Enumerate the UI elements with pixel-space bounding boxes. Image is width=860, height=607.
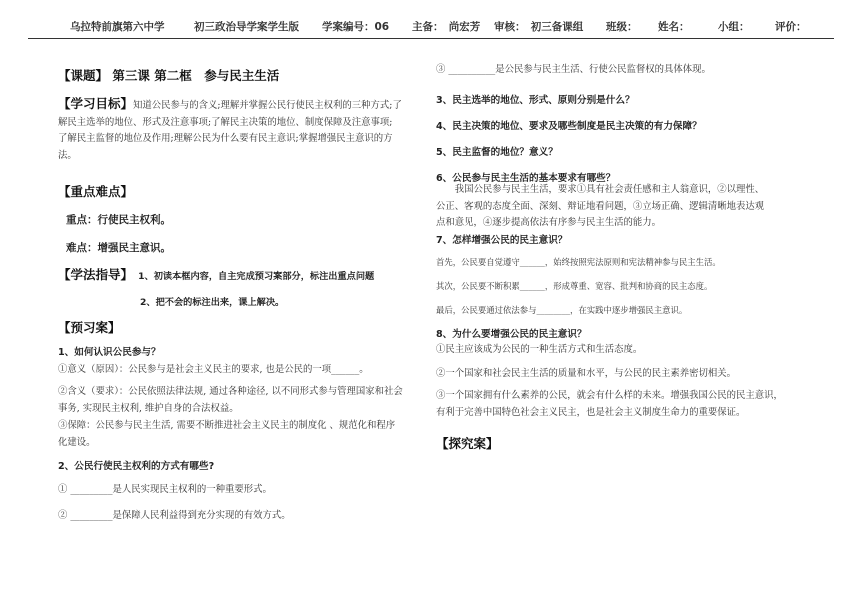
goals-line-4: 法。	[58, 149, 77, 161]
group-field-label: 小组：	[718, 21, 750, 33]
q2-answer-a: ① _________是人民实现民主权利的一种重要形式。	[58, 484, 272, 495]
q1-guarantee-line-1: ③保障：公民参与民主生活, 需要不断推进社会主义民主的制度化 、规范化和程序	[58, 420, 396, 431]
question-8: 8、为什么要增强公民的民主意识？	[436, 329, 587, 340]
method-heading: 【学法指导】	[58, 267, 134, 282]
goals-line-2: 解民主选举的地位、形式及注意事项;了解民主决策的地位、制度保障及注意事项;	[58, 116, 393, 128]
goals-line-1: 知道公民参与的含义;理解并掌握公民行使民主权利的三种方式;了	[133, 100, 402, 111]
question-4: 4、民主决策的地位、要求及哪些制度是民主决策的有力保障？	[436, 121, 702, 132]
score-field-label: 评价：	[775, 21, 807, 33]
question-5: 5、民主监督的地位？意义？	[436, 147, 558, 158]
q1-meaning: ①意义（原因）：公民参与是社会主义民主的要求, 也是公民的一项______。	[58, 364, 369, 375]
q8-answer-c	[436, 388, 783, 421]
learning-goals	[58, 96, 424, 164]
method-step-2: 2、把不会的标注出来，课上解决。	[140, 297, 285, 308]
name-field-label: 姓名：	[658, 21, 690, 33]
preview-heading: 【预习案】	[58, 320, 121, 335]
q8-answer-a: ①民主应该成为公民的一种生活方式和生活态度。	[436, 344, 643, 355]
question-1: 1、如何认识公民参与？	[58, 347, 161, 358]
question-3: 3、民主选举的地位、形式、原则分别是什么？	[436, 95, 635, 106]
key-point: 重点：行使民主权利。	[66, 214, 171, 226]
q2-answer-b: ② _________是保障人民利益得到充分实现的有效方式。	[58, 510, 291, 521]
q1-definition-line-1: ②含义（要求）：公民依照法律法规, 通过各种途径, 以不同形式参与管理国家和社会	[58, 386, 403, 397]
method-step-1: 1、初读本框内容，自主完成预习案部分，标注出重点问题	[138, 271, 375, 282]
q1-guarantee-line-2: 化建设。	[58, 436, 96, 448]
q7-answer-c: 最后，公民要通过依法参与________，在实践中逐步增强民主意识。	[436, 305, 688, 315]
serial-number: 学案编号：06	[322, 21, 390, 33]
class-field-label: 班级：	[606, 21, 638, 33]
reviewer-field: 审核： 初三备课组	[494, 21, 584, 33]
q8-answer-b: ②一个国家和社会民主生活的质量和水平，与公民的民主素养密切相关。	[436, 368, 737, 379]
author-field: 主备： 尚宏芳	[412, 21, 481, 33]
question-7: 7、怎样增强公民的民主意识？	[436, 235, 568, 246]
q8-answer-c-line-1: ③一个国家拥有什么素养的公民，就会有什么样的未来。增强我国公民的民主意识，	[436, 390, 783, 401]
question-2: 2、公民行使民主权利的方式有哪些?	[58, 461, 215, 472]
q1-guarantee	[58, 418, 395, 451]
method-row	[58, 264, 374, 283]
q1-definition	[58, 384, 403, 417]
page-header	[28, 16, 834, 39]
q2-answer-c: ③ __________是公民参与民主生活、行使公民监督权的具体体现。	[436, 64, 711, 75]
q6-answer-line-2: 公正、客观的态度全面、深刻、辩证地看问题，③立场正确、逻辑清晰地表达观	[436, 200, 765, 212]
q7-answer-a: 首先，公民要自觉遵守______，始终按照宪法原则和宪法精神参与民主生活。	[436, 257, 721, 267]
course-name: 初三政治导学案学生版	[194, 21, 299, 33]
hard-point: 难点：增强民主意识。	[66, 242, 171, 254]
q6-answer-line-1: 我国公民参与民主生活，要求①具有社会责任感和主人翁意识，②以理性、	[436, 184, 765, 195]
q7-answer-b: 其次，公民要不断积累______，形成尊重、宽容、批判和协商的民主态度。	[436, 281, 713, 291]
keypoints-heading: 【重点难点】	[58, 184, 134, 199]
q8-answer-c-line-2: 有利于完善中国特色社会主义民主，也是社会主义制度生命力的重要保证。	[436, 406, 746, 418]
goals-line-3: 了解民主监督的地位及作用;理解公民为什么要有民主意识;掌握增强民主意识的方	[58, 133, 393, 144]
q6-answer-line-3: 点和意见，④逐步提高依法有序参与民主生活的能力。	[436, 217, 662, 228]
lesson-title: 【课题】 第三课 第二框 参与民主生活	[58, 68, 280, 83]
school-name: 乌拉特前旗第六中学	[70, 21, 165, 33]
goals-heading: 【学习目标】	[58, 96, 134, 111]
q1-definition-line-2: 事务, 实现民主权利, 维护自身的合法权益。	[58, 402, 239, 414]
q6-answer	[436, 182, 764, 232]
question-6: 6、公民参与民主生活的基本要求有哪些？	[436, 173, 616, 184]
explore-heading: 【探究案】	[436, 436, 499, 451]
